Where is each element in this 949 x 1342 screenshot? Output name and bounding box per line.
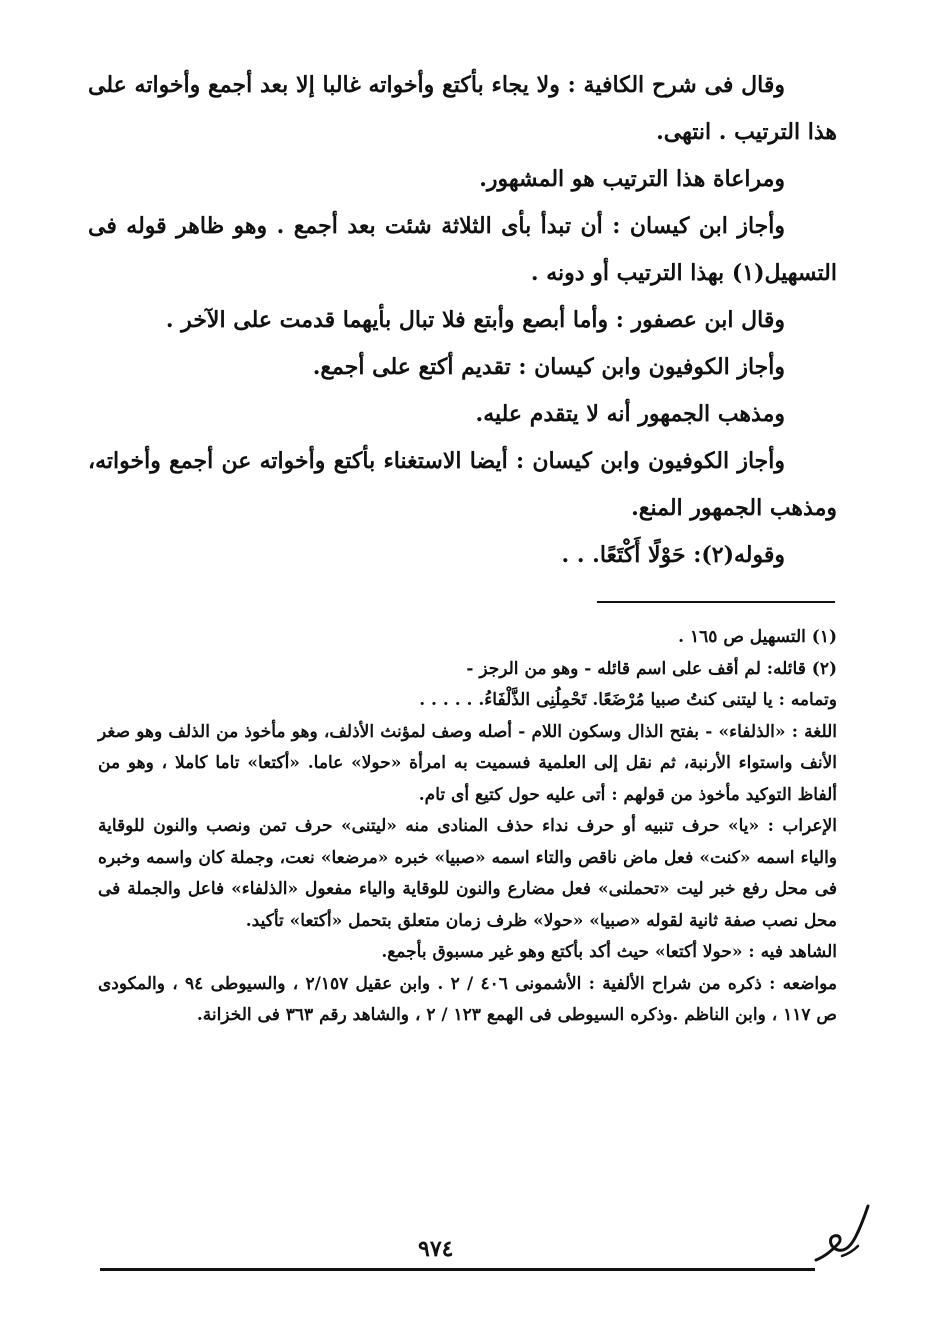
tamamuh-text: يا ليتنى كنتُ صبيا مُرْضَعًا. تَحْمِلُنِى الذَّلْفَاءُ. . . . . . (419, 690, 773, 710)
mawadi-label: مواضعه : (769, 973, 837, 994)
page-number: ٩٧٤ (418, 1236, 454, 1262)
irab-text: «يا» حرف تنبيه أو حرف نداء حذف المنادى منه «ليتنى» حرف تمن ونصب والنون للوقاية والياء اسمه «كنت» فعل ماض ناقص والتاء اسمه «صبيا» خبره «مرضعا» نعت، وجملة كان واسمه وخبره فى محل رفع خبر ليت «تحملنى» فعل مضارع والنون للوقاية والياء مفعول «الذلفاء» فاعل والجملة فى محل نصب صفة ثانية لقوله «صبيا» «حولا» ظرف زمان متعلق بتحمل «أكتعا» تأكيد. (98, 816, 837, 931)
footnote-tamamuh (98, 685, 837, 717)
lugha-text: «الذلفاء» - بفتح الذال وسكون اللام - أصله وصف لمؤنث الأذلف، وهو مأخوذ من الذلف وهو صغر الأنف واستواء الأرنبة، ثم نقل إلى العلمية فسميت به امرأة «حولا» عاما. «أكتعا» تاما كاملا ، وهو من ألفاظ التوكيد مأخوذ من قولهم : أتى عليه حول كتيع أى تام. (98, 721, 837, 805)
footnote-mawadi (98, 969, 837, 1032)
bottom-rule (100, 1268, 815, 1271)
paragraph-6: ومذهب الجمهور أنه لا يتقدم عليه. (475, 401, 785, 427)
mawadi-text: ذكره من شراح الألفية : الأشمونى ٤٠٦ / ٢ . وابن عقيل ٢/١٥٧ ، والسيوطى ٩٤ ، والمكودى ص ١١٧ ، وابن الناظم .وذكره السيوطى فى الهمع ١٢٣ / ٢ ، والشاهد رقم ٣٦٣ فى الخزانة. (98, 973, 837, 1025)
paragraph-3: وأجاز ابن كيسان : أن تبدأ بأى الثلاثة شئت بعد أجمع . وهو ظاهر قوله فى التسهيل(١) بهذا الترتيب أو دونه . (88, 213, 837, 286)
paragraph-5: وأجاز الكوفيون وابن كيسان : تقديم أكتع على أجمع. (312, 354, 785, 380)
footnote-1: (١) التسهيل ص ١٦٥ . (678, 627, 837, 647)
tamamuh-label: وتمامه : (778, 690, 837, 710)
paragraph-7: وأجاز الكوفيون وابن كيسان : أيضا الاستغناء بأكتع وأخواته عن أجمع وأخواته، ومذهب الجمهور المنع. (88, 448, 837, 521)
footnote-lugha (98, 717, 837, 812)
paragraph-1: وقال فى شرح الكافية : ولا يجاء بأكتع وأخواته غالبا إلا بعد أجمع وأخواته على هذا الترتيب . انتهى. (88, 72, 837, 145)
shahid-label: الشاهد فيه : (748, 942, 837, 962)
footnote-divider (597, 601, 835, 603)
main-text (88, 62, 837, 579)
footnote-irab (98, 811, 837, 937)
footnote-shahid (98, 937, 837, 969)
paragraph-2: ومراعاة هذا الترتيب هو المشهور. (479, 166, 785, 192)
footnote-2: (٢) قائله: لم أقف على اسم قائله - وهو من الرجز - (466, 658, 837, 679)
footnotes (98, 622, 837, 1032)
irab-label: الإعراب : (767, 816, 837, 836)
shahid-text: «حولا أكتعا» حيث أكد بأكتع وهو غير مسبوق بأجمع. (381, 942, 743, 962)
paragraph-8: وقوله(٢): حَوْلًا أَكْتَعًا. . . (561, 542, 785, 568)
calligraphic-flourish-icon (812, 1200, 872, 1270)
lugha-label: اللغة : (791, 721, 838, 742)
paragraph-4: وقال ابن عصفور : وأما أبصع وأبتع فلا تبال بأيهما قدمت على الآخر . (165, 307, 785, 333)
